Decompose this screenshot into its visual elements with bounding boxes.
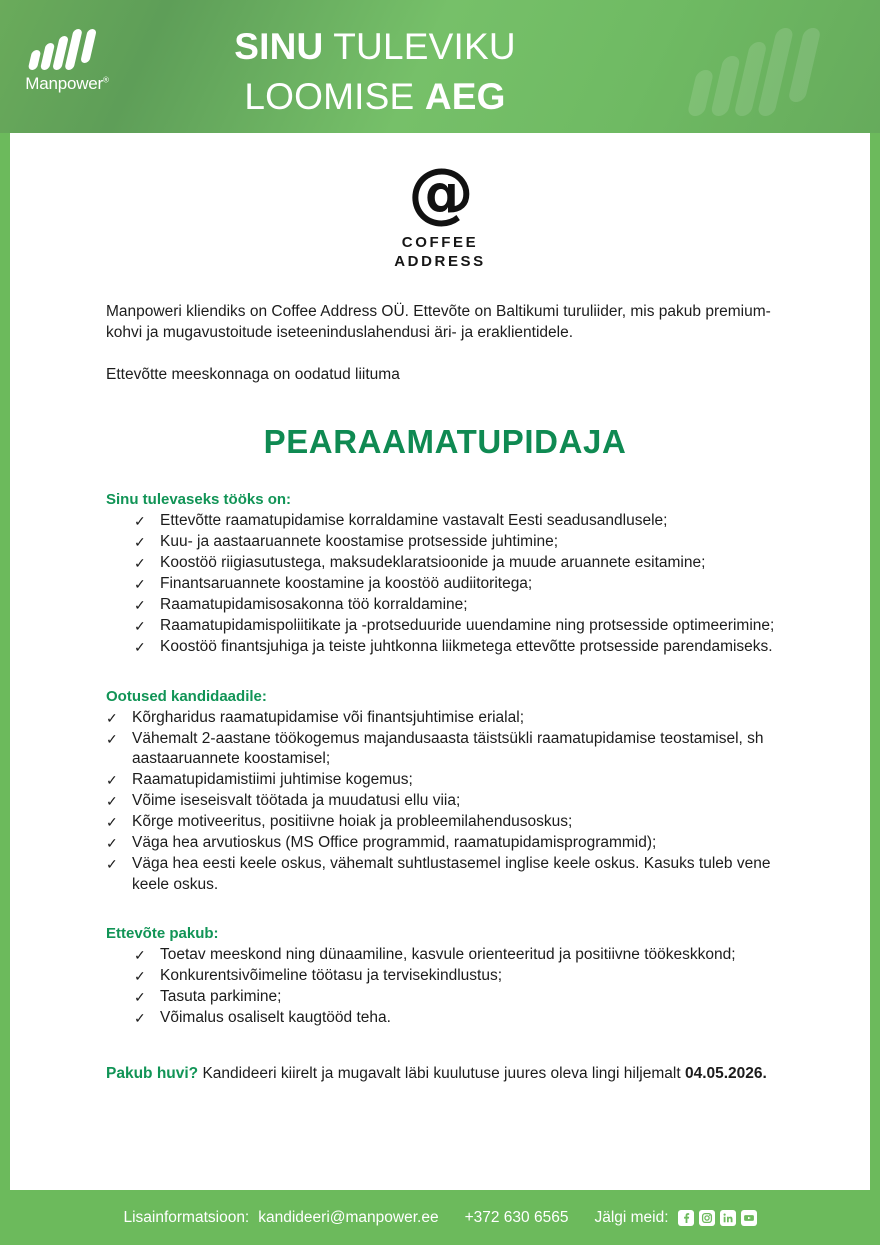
list-item [106,770,784,791]
list-item-text: Vähemalt 2-aastane töökogemus majandusaasta täistsükli raamatupidamise teostamisel, sh aastaaruannete koostamisel; [132,729,764,767]
check-icon: ✓ [134,968,146,984]
manpower-logo-icon [30,26,117,70]
trademark-symbol: ® [103,75,109,85]
contact-phone[interactable]: +372 630 6565 [464,1208,569,1226]
list-item [106,708,784,729]
list-item [134,553,784,574]
list-item [134,511,784,532]
check-icon: ✓ [134,513,146,529]
list-item-text: Koostöö finantsjuhiga ja teiste juhtkonna liikmetega ettevõtte protsesside parendamiseks. [160,638,773,655]
header-slogan [120,22,630,122]
list-item [106,729,784,770]
list-item [134,574,784,595]
client-logo-name-line2: ADDRESS [394,253,486,270]
header-slogan-line2-bold: AEG [424,76,506,117]
page-header [0,0,880,133]
list-item-text: Koostöö riigiasutustega, maksudeklaratsioonide ja muude aruannete esitamine; [160,554,706,571]
list-item-text: Kuu- ja aastaaruannete koostamise protsesside juhtimine; [160,533,559,550]
list-item [134,637,784,658]
manpower-watermark-icon [692,26,822,116]
check-icon: ✓ [134,639,146,655]
list-item-text: Kõrgharidus raamatupidamise või finantsjuhtimise erialal; [132,708,524,726]
section-heading: Sinu tulevaseks tööks on: [106,491,292,508]
section-offers [106,925,784,1029]
contact-label: Lisainformatsioon: [123,1208,250,1226]
header-slogan-line2-rest: LOOMISE [244,76,425,117]
list-item-text: Konkurentsivõimeline töötasu ja tervisekindlustus; [160,967,503,984]
list-item [106,812,784,833]
facebook-icon[interactable] [678,1210,694,1226]
list-item-text: Kõrge motiveeritus, positiivne hoiak ja probleemilahendusoskus; [132,813,573,830]
check-icon: ✓ [106,835,118,851]
offers-list [134,945,784,1029]
list-item-text: Ettevõtte raamatupidamise korraldamine vastavalt Eesti seadusandlusele; [160,512,668,529]
application-deadline: 04.05.2026. [684,1064,767,1082]
social-links [678,1210,757,1226]
check-icon: ✓ [134,618,146,634]
check-icon: ✓ [134,534,146,550]
header-slogan-line2 [120,72,630,122]
page-footer [0,1190,880,1245]
list-item [106,791,784,812]
closing-paragraph [106,1063,784,1085]
youtube-icon[interactable] [741,1210,757,1226]
list-item-text: Raamatupidamisosakonna töö korraldamine; [160,596,468,613]
check-icon: ✓ [106,709,118,726]
check-icon: ✓ [106,730,118,747]
section-heading: Ettevõte pakub: [106,925,219,942]
list-item-text: Väga hea arvutioskus (MS Office programmid, raamatupidamisprogrammid); [132,834,657,851]
check-icon: ✓ [134,576,146,592]
list-item [134,1008,784,1029]
list-item [134,616,784,637]
list-item-text: Tasuta parkimine; [160,988,282,1005]
check-icon: ✓ [106,856,118,872]
list-item [134,987,784,1008]
check-icon: ✓ [134,989,146,1005]
manpower-logo [17,26,117,94]
contact-info [123,1209,438,1227]
check-icon: ✓ [134,1010,146,1026]
list-item-text: Raamatupidamistiimi juhtimise kogemus; [132,771,413,788]
intro-paragraph-1: Manpoweri kliendiks on Coffee Address OÜ. Ettevõte on Baltikumi turuliider, mis pakub premium-kohvi ja mugavustoitude iseteeninduslahendusi äri- ja eraklientidele. [106,303,771,341]
check-icon: ✓ [134,555,146,571]
list-item [106,854,784,895]
coffee-address-at-icon: @ [408,154,472,231]
client-logo-name-line1: COFFEE [401,234,479,251]
manpower-logo-wordmark [17,74,117,94]
list-item-text: Võimalus osaliselt kaugtööd teha. [160,1009,391,1026]
intro-paragraph-2: Ettevõtte meeskonnaga on oodatud liituma [106,366,400,383]
header-slogan-line1-bold: SINU [234,26,324,67]
closing-text: Kandideeri kiirelt ja mugavalt läbi kuulutuse juures oleva lingi hiljemalt [198,1064,685,1082]
linkedin-icon[interactable] [720,1210,736,1226]
job-title: PEARAAMATUPIDAJA [263,423,627,460]
section-heading: Ootused kandidaadile: [106,687,267,705]
expectations-list [106,708,784,896]
section-responsibilities [106,491,784,658]
list-item [134,966,784,987]
client-logo [370,154,510,271]
check-icon: ✓ [134,597,146,613]
list-item-text: Võime iseseisvalt töötada ja muudatusi ellu viia; [132,792,461,809]
responsibilities-list [134,511,784,658]
list-item-text: Finantsaruannete koostamine ja koostöö audiitoritega; [160,575,533,592]
advert-body [10,133,870,1190]
manpower-logo-text: Manpower [25,74,104,93]
list-item-text: Toetav meeskond ning dünaamiline, kasvule orienteeritud ja positiivne töökeskkond; [160,946,736,963]
client-logo-name [370,233,510,271]
section-expectations [106,688,784,896]
contact-email[interactable]: kandideeri@manpower.ee [258,1208,439,1226]
list-item [106,833,784,854]
instagram-icon[interactable] [699,1210,715,1226]
check-icon: ✓ [106,814,118,830]
check-icon: ✓ [134,947,146,963]
list-item-text: Raamatupidamispoliitikate ja -protseduuride uuendamine ning protsesside optimeerimine; [160,617,775,634]
follow-label: Jälgi meid: [594,1208,669,1226]
list-item [134,532,784,553]
list-item-text: Väga hea eesti keele oskus, vähemalt suhtlustasemel inglise keele oskus. Kasuks tuleb vene keele oskus. [132,855,771,893]
follow-us [594,1209,756,1227]
list-item [134,945,784,966]
advert-content [10,301,870,1085]
closing-highlight: Pakub huvi? [106,1064,199,1082]
check-icon: ✓ [106,772,118,788]
header-slogan-line1-rest: TULEVIKU [323,26,516,67]
list-item [134,595,784,616]
check-icon: ✓ [106,793,118,809]
